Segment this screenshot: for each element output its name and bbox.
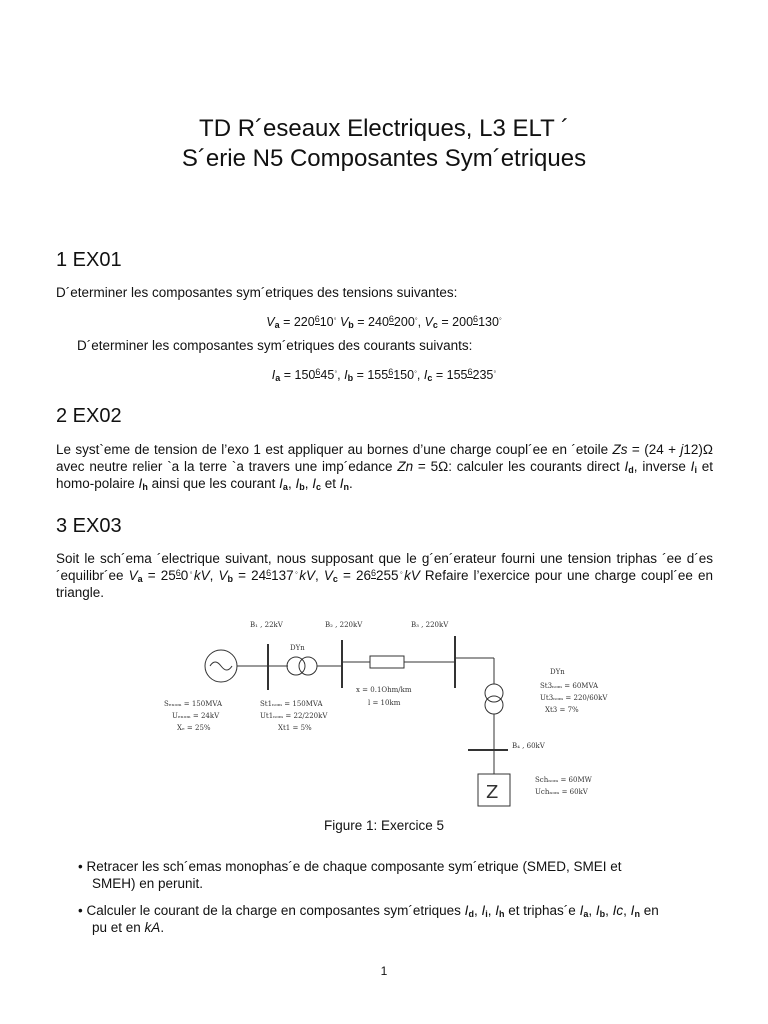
ex02-paragraph: Le syst`eme de tension de l’exo 1 est appliquer au bornes d’une charge coupl´ee en ´etoile Zs = (24 + j12)Ω avec neutre relier `a la terre `a travers une imp´edance Zn = 5Ω: calculer les courants direct $I_d$, inverse $I_i$ et homo-polaire $I_h$ ainsi que les courant $I_a$, $I_b$, $I_c$ et $I_n$. bbox=[56, 442, 714, 492]
degree-symbol: ◦ bbox=[188, 568, 194, 577]
i-symbol: I bbox=[481, 903, 486, 918]
ex01-voltage-formula: $V_a = 220^610^◦$ $V_b = 240^6200^◦$, $V_c = 200^6130^◦$ bbox=[266, 314, 502, 330]
angle-symbol: 6 bbox=[388, 367, 394, 377]
ib-symbol: I bbox=[344, 368, 348, 382]
i-symbol: I bbox=[495, 903, 500, 918]
ex03-text: Refaire l’exercice pour une charge coupl´ee en triangle. bbox=[56, 568, 713, 600]
a-subscript: a bbox=[282, 482, 288, 492]
i-symbol: I bbox=[312, 476, 316, 491]
sine-icon bbox=[210, 662, 232, 670]
b-subscript: b bbox=[299, 482, 305, 492]
bullet-2-text: en bbox=[639, 903, 659, 918]
angle-symbol: 6 bbox=[370, 568, 376, 578]
transformer-t1-secondary bbox=[299, 657, 317, 675]
document-title-line1: TD R´eseaux Electriques, L3 ELT ´ bbox=[199, 115, 569, 142]
transformer-t1-primary bbox=[287, 657, 305, 675]
i-symbol: I bbox=[295, 476, 300, 491]
t1-rating: St1ₙₒₘ = 150MVA bbox=[260, 700, 323, 708]
j-symbol: j bbox=[680, 442, 684, 457]
degree-symbol: ◦ bbox=[334, 367, 338, 376]
zn-symbol: Zn bbox=[397, 459, 414, 474]
transformer-t3-primary bbox=[485, 684, 503, 702]
section-heading-ex02: 2 EX02 bbox=[56, 405, 122, 427]
bus-b2-label: B₂ , 220kV bbox=[325, 621, 363, 629]
line-reactance: x = 0.1Ohm/km bbox=[356, 686, 412, 694]
va-angle: 0 bbox=[180, 568, 189, 583]
kv-unit: kV bbox=[404, 568, 420, 583]
bullet-2-text: . bbox=[160, 920, 165, 935]
n-subscript: n bbox=[634, 909, 640, 919]
a-subscript: a bbox=[583, 909, 589, 919]
va-symbol: V bbox=[266, 315, 275, 329]
bullet-2-text: • Calculer le courant de la charge en composantes sym´etriques bbox=[78, 903, 465, 918]
ib-subscript: b bbox=[347, 373, 354, 383]
ex03-paragraph: Soit le sch´ema ´electrique suivant, nous supposant que le g´en´erateur fourni une tension triphas ´ee d´es´equilibr´ee $V_a = 25^60^◦kV$, $V_b = 24^6137^◦kV$, $V_c = 26^6255^◦kV$ Refaire l’exercice pour une charge coupl´ee en triangle. bbox=[56, 551, 713, 600]
angle-symbol: 6 bbox=[467, 367, 473, 377]
load-voltage: Uchₙₒₘ = 60kV bbox=[535, 788, 588, 796]
ic-subscript: c bbox=[427, 373, 433, 383]
c-subscript: c bbox=[316, 482, 322, 492]
vc-symbol: V bbox=[424, 315, 433, 329]
id-subscript: d bbox=[628, 465, 634, 475]
vc-angle: 255 bbox=[375, 568, 399, 583]
ih-subscript: h bbox=[142, 482, 148, 492]
t3-rating: St3ₙₒₘ = 60MVA bbox=[540, 682, 599, 690]
ex01-intro2: D´eterminer les composantes sym´etriques des courants suivants: bbox=[77, 338, 473, 353]
t3-voltage: Ut3ₙₒₘ = 220/60kV bbox=[540, 694, 608, 702]
va-angle: 10 bbox=[319, 315, 334, 329]
bus-b1-label: B₁ , 22kV bbox=[250, 621, 283, 629]
i-symbol: I bbox=[595, 903, 600, 918]
load-z-label: Z bbox=[486, 782, 499, 803]
ex02-text: = 5Ω: calculer les courants direct bbox=[413, 459, 625, 474]
ex03-text: Soit le sch´ema ´electrique suivant, nous supposant que le g´en´erateur fourni une tension triphas ´ee d´es´equilibr´ee bbox=[56, 551, 713, 583]
angle-symbol: 6 bbox=[314, 314, 320, 324]
ex02-text: 12)Ω avec neutre relier `a la terre `a travers une imp´edance bbox=[56, 442, 713, 474]
i-symbol: I bbox=[279, 476, 283, 491]
i-symbol: I bbox=[630, 903, 635, 918]
vc-subscript: c bbox=[332, 574, 338, 584]
kv-unit: kV bbox=[193, 568, 210, 583]
h-subscript: h bbox=[499, 909, 505, 919]
va-subscript: a bbox=[274, 320, 280, 330]
ic-symbol: I bbox=[423, 368, 428, 382]
bullet-item-2 bbox=[78, 902, 718, 936]
bus-b4-label: B₄ , 60kV bbox=[512, 742, 545, 750]
bullet-2-text: pu et en bbox=[92, 920, 145, 935]
degree-symbol: ◦ bbox=[293, 568, 300, 577]
b-subscript: b bbox=[599, 909, 606, 919]
ex02-text: . bbox=[349, 476, 353, 491]
line-length: l = 10km bbox=[368, 699, 401, 707]
vc-magnitude: = 26 bbox=[337, 568, 371, 583]
load-rating: Schₙₒₘ = 60MW bbox=[535, 776, 592, 784]
i-symbol: I bbox=[579, 903, 584, 918]
bullet-1-line1: • Retracer les sch´emas monophas´e de chaque composante sym´etrique (SMED, SMEI et bbox=[78, 859, 622, 874]
angle-symbol: 6 bbox=[315, 367, 321, 377]
transformer-t3-type: DYn bbox=[550, 668, 565, 676]
bus-b3-label: B₃ , 220kV bbox=[411, 621, 449, 629]
t1-reactance: Xt1 = 5% bbox=[278, 724, 312, 732]
vb-symbol: V bbox=[218, 568, 228, 583]
id-symbol: I bbox=[624, 459, 629, 474]
ex01-intro: D´eterminer les composantes sym´etriques des tensions suivantes: bbox=[56, 285, 458, 300]
bullet-2-line1: • Calculer le courant de la charge en composantes sym´etriques $I_d$, $I_i$, $I_h$ et triphas´e $I_a$, $I_b$, Ic, $I_n$ en bbox=[78, 903, 659, 919]
ia-angle: 45 bbox=[320, 368, 335, 382]
ia-subscript: a bbox=[275, 373, 281, 383]
angle-symbol: 6 bbox=[175, 568, 181, 578]
ka-unit: kA bbox=[144, 920, 161, 935]
ex02-text: ainsi que les courant bbox=[147, 476, 280, 491]
angle-symbol: 6 bbox=[473, 314, 479, 324]
vb-angle: 200 bbox=[393, 315, 415, 329]
degree-symbol: ◦ bbox=[498, 314, 502, 323]
degree-symbol: ◦ bbox=[414, 314, 418, 323]
ex01-current-formula: $I_a = 150^645^◦$, $I_b = 155^6150^◦$, $I_c = 155^6235^◦$ bbox=[271, 367, 497, 383]
va-magnitude: = 25 bbox=[142, 568, 176, 583]
power-system-diagram bbox=[164, 614, 650, 824]
vc-subscript: c bbox=[432, 320, 438, 330]
ic-angle: 235 bbox=[472, 368, 494, 382]
vb-magnitude: = 240 bbox=[353, 315, 389, 329]
ic-magnitude: = 155 bbox=[432, 368, 468, 382]
figure-caption: Figure 1: Exercice 5 bbox=[323, 818, 445, 833]
n-subscript: n bbox=[343, 482, 350, 492]
ic-symbol: Ic bbox=[612, 903, 624, 918]
ex02-text: Le syst`eme de tension de l’exo 1 est appliquer au bornes d’une charge coupl´ee en ´etoile bbox=[56, 442, 613, 457]
vb-symbol: V bbox=[339, 315, 349, 329]
generator-voltage: Uₑₙₒₘ = 24kV bbox=[172, 712, 220, 720]
bullet-2-line2 bbox=[78, 919, 718, 936]
ii-subscript: i bbox=[694, 465, 697, 475]
bullet-1-line2: SMEH) en perunit. bbox=[92, 876, 204, 891]
ia-magnitude: = 150 bbox=[280, 368, 316, 382]
ex02-text: , inverse bbox=[633, 459, 691, 474]
ib-angle: 150 bbox=[393, 368, 415, 382]
vc-angle: 130 bbox=[478, 315, 499, 329]
document-title-line2: S´erie N5 Composantes Sym´etriques bbox=[181, 145, 587, 172]
ib-magnitude: = 155 bbox=[353, 368, 389, 382]
t1-voltage: Ut1ₙₒₘ = 22/220kV bbox=[260, 712, 328, 720]
transformer-t1-type: DYn bbox=[290, 644, 305, 652]
va-magnitude: = 220 bbox=[279, 315, 315, 329]
generator-rating: Sₑₙₒₘ = 150MVA bbox=[164, 700, 223, 708]
bullet-2-text: et triphas´e bbox=[504, 903, 580, 918]
kv-unit: kV bbox=[299, 568, 315, 583]
zs-symbol: Zs bbox=[612, 442, 628, 457]
vb-subscript: b bbox=[227, 574, 233, 584]
ex02-text: et bbox=[321, 476, 340, 491]
i-subscript: i bbox=[485, 909, 488, 919]
ex02-text: et homo-polaire bbox=[56, 459, 714, 491]
transformer-t3-secondary bbox=[485, 696, 503, 714]
t3-reactance: Xt3 = 7% bbox=[545, 706, 579, 714]
generator-reactance: Xₑ = 25% bbox=[177, 724, 211, 732]
vc-magnitude: = 200 bbox=[437, 315, 474, 329]
section-heading-ex01: 1 EX01 bbox=[56, 249, 122, 271]
angle-symbol: 6 bbox=[388, 314, 394, 324]
line-impedance bbox=[370, 656, 404, 668]
degree-symbol: ◦ bbox=[333, 314, 337, 323]
angle-symbol: 6 bbox=[266, 568, 272, 578]
page-number: 1 bbox=[380, 964, 388, 978]
ia-symbol: I bbox=[271, 368, 276, 382]
vb-magnitude: = 24 bbox=[233, 568, 267, 583]
vc-symbol: V bbox=[323, 568, 333, 583]
i-symbol: I bbox=[339, 476, 344, 491]
degree-symbol: ◦ bbox=[398, 568, 405, 577]
va-subscript: a bbox=[137, 574, 143, 584]
ex02-text: = (24 + bbox=[627, 442, 681, 457]
bullet-item-1 bbox=[78, 858, 718, 892]
degree-symbol: ◦ bbox=[493, 367, 497, 376]
i-symbol: I bbox=[464, 903, 469, 918]
vb-angle: 137 bbox=[271, 568, 294, 583]
degree-symbol: ◦ bbox=[414, 367, 417, 376]
vb-subscript: b bbox=[348, 320, 354, 330]
ii-symbol: I bbox=[690, 459, 695, 474]
section-heading-ex03: 3 EX03 bbox=[56, 515, 122, 537]
d-subscript: d bbox=[468, 909, 474, 919]
va-symbol: V bbox=[128, 568, 138, 583]
ih-symbol: I bbox=[138, 476, 143, 491]
